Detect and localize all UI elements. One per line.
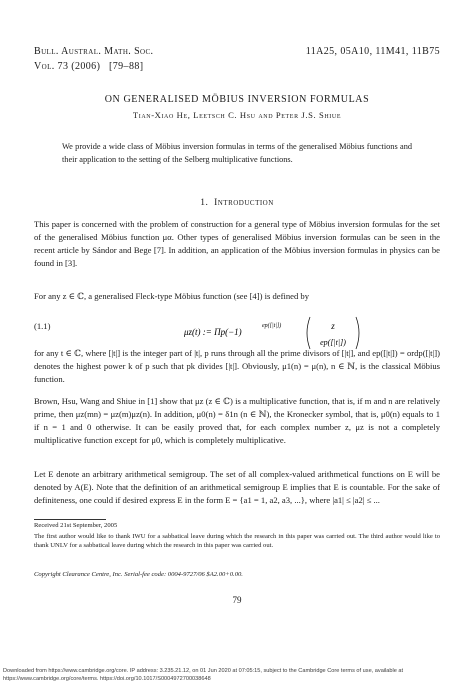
journal-name: Bull. Austral. Math. Soc.: [34, 46, 154, 57]
page-range: [79–88]: [109, 61, 144, 72]
paragraph-notation: for any t ∈ ℂ, where [|t|] is the integer part of |t|, p runs through all the prime divisors of [|t|], and ep([|t|]) = ordp([|t|]) denotes the highest power k of p such that pk divides [|t|]. Obviously, μ1(n) = μ(n), n ∈ ℕ, is the classical Möbius function.: [34, 348, 440, 384]
binom-left-paren: [307, 317, 310, 349]
section-number: 1.: [200, 198, 209, 208]
binom-bottom: ep([|t|]): [320, 338, 346, 347]
volume-info: [34, 61, 144, 76]
running-header: [34, 46, 440, 76]
section-title: Introduction: [214, 198, 274, 208]
section-heading: [0, 198, 474, 208]
binom-right-paren: [356, 317, 359, 349]
paragraph-intro: This paper is concerned with the problem of construction for a general type of Möbius inversion formulas for the set of the generalised Möbius function μα. Other types of generalised Möbius inversion formulas can be seen in the recent article by Sándor and Bege [7]. In addition, an application of the Möbius inversion formulas in physics can be found in [3].: [34, 219, 440, 268]
paper-authors: Tian-Xiao He, Leetsch C. Hsu and Peter J.S. Shiue: [132, 110, 342, 120]
binom-top: z: [331, 321, 335, 331]
paragraph-multiplicative: Brown, Hsu, Wang and Shiue in [1] show that μz (z ∈ ℂ) is a multiplicative function, that is, if m and n are relatively prime, then μz(mn) = μz(m)μz(n). In addition, μ0(n) = δ1n (n ∈ ℕ), the Kronecker symbol, that is, μ0(n) equals to 1 if n = 1 and 0 otherwise. It can be easily proved that, for each complex number z, μz is not a completely multiplicative function except for μ0, which is completely multiplicative.: [34, 396, 440, 445]
equation-number: (1.1): [34, 321, 51, 331]
equation-lhs: μz(t) := Πp(−1): [184, 327, 242, 337]
footnote-rule: [34, 519, 106, 520]
abstract: We provide a wide class of Möbius inversion formulas in terms of the generalised Möbius functions and their application to the setting of the Selberg multiplicative functions.: [62, 142, 412, 164]
equation-exponent: ep([|t|]): [262, 323, 282, 329]
msc-codes: 11A25, 05A10, 11M41, 11B75: [305, 46, 440, 57]
footnote-copyright: Copyright Clearance Centre, Inc. Serial-fee code: 0004-9727/06 $A2.00+0.00.: [34, 571, 243, 578]
paper-title: ON GENERALISED MÖBIUS INVERSION FORMULAS: [104, 94, 370, 105]
footnote-received: Received 21st September, 2005: [34, 522, 118, 529]
paragraph-definition-lead: For any z ∈ ℂ, a generalised Fleck-type Möbius function (see [4]) is defined by: [34, 291, 309, 301]
download-notice: Downloaded from https://www.cambridge.org/core. IP address: 3.235.21.12, on 01 Jun 2020 at 07:05:15, subject to the Cambridge Core terms of use, available at https://www.cambridge.org/core/terms. https://doi.org/10.1017/S0004972700038648: [3, 668, 404, 682]
paragraph-semigroup: Let E denote an arbitrary arithmetical semigroup. The set of all complex-valued arithmetical functions on E will be denoted by A(E). Note that the definition of an arithmetical semigroup E implies that E is countable. For the sake of definiteness, one could if desired express E in the form E = {a1 = 1, a2, a3, ...}, where |a1| ≤ |a2| ≤ ...: [34, 469, 440, 505]
volume-year: Vol. 73 (2006): [34, 61, 101, 72]
footnote-acknowledgement: The first author would like to thank IWU for a sabbatical leave during which the research in this paper was carried out. The third author would like to thank UNLV for a sabbatical leave during which the research in this paper was carried out.: [34, 533, 440, 550]
page-number: 79: [232, 595, 242, 605]
